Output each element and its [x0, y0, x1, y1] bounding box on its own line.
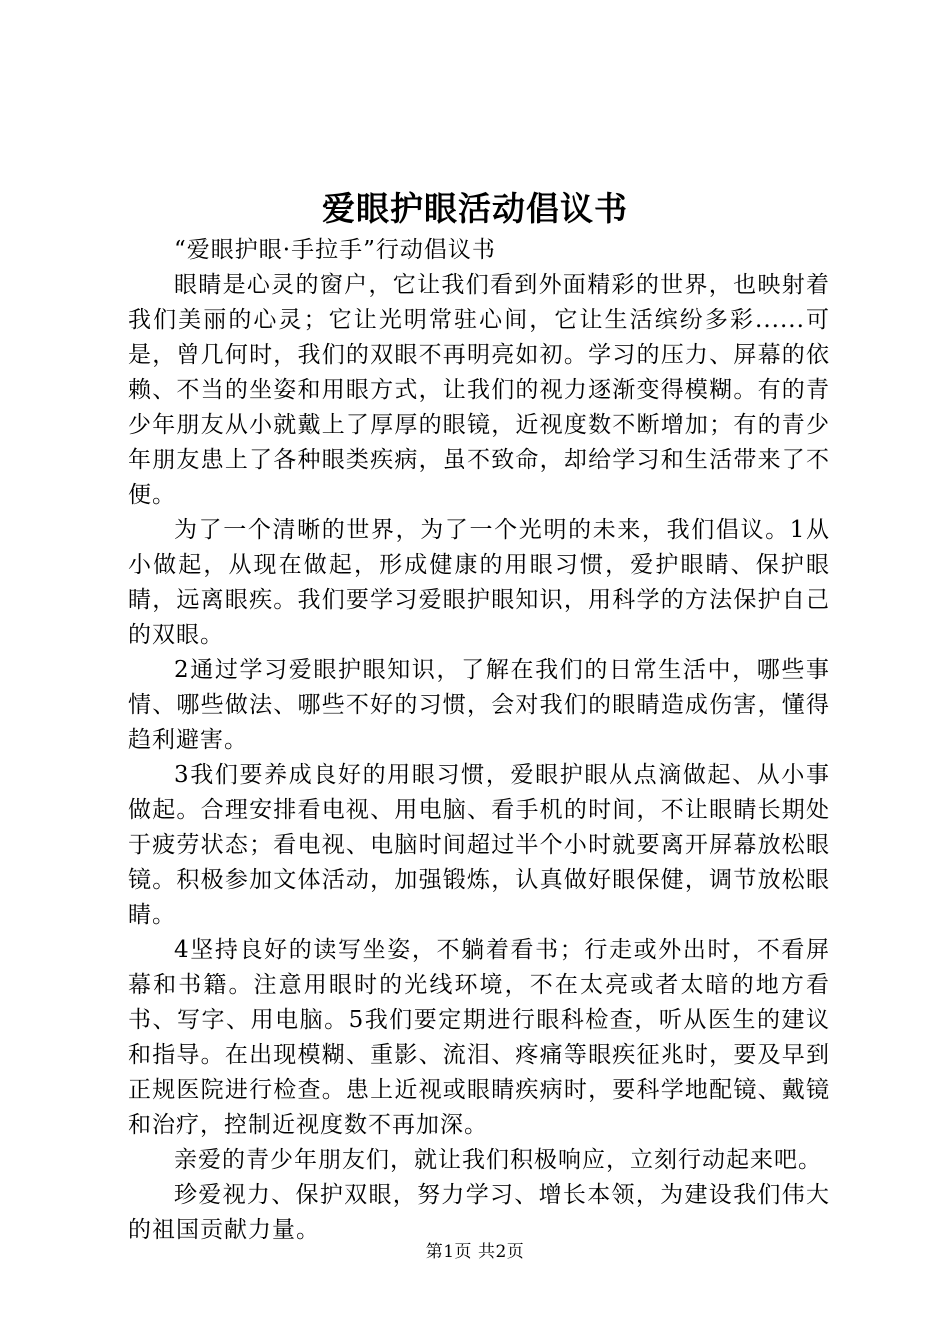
paragraph-6: 亲爱的青少年朋友们，就让我们积极响应，立刻行动起来吧。 [174, 1147, 822, 1173]
paragraph-4: 3我们要养成良好的用眼习惯，爱眼护眼从点滴做起、从小事做起。合理安排看电视、用电脑、看手机的时间，不让眼睛长期处于疲劳状态；看电视、电脑时间超过半个小时就要离开屏幕放松眼镜。积极参加文体活动，加强锻炼，认真做好眼保健，调节放松眼睛。 [128, 762, 830, 928]
paragraph-1: 眼睛是心灵的窗户，它让我们看到外面精彩的世界，也映射着我们美丽的心灵；它让光明常驻心间，它让生活缤纷多彩......可是，曾几何时，我们的双眼不再明亮如初。学习的压力、屏幕的依赖、不当的坐姿和用眼方式，让我们的视力逐渐变得模糊。有的青少年朋友从小就戴上了厚厚的眼镜，近视度数不断增加；有的青少年朋友患上了各种眼类疾病，虽不致命，却给学习和生活带来了不便。 [128, 272, 830, 508]
document-title: 爱眼护眼活动倡议书 [322, 189, 628, 228]
paragraph-7: 珍爱视力、保护双眼，努力学习、增长本领，为建设我们伟大的祖国贡献力量。 [128, 1182, 830, 1243]
document-subtitle: “爱眼护眼·手拉手”行动倡议书 [174, 237, 496, 263]
document-body [128, 233, 830, 1248]
paragraph-2: 为了一个清晰的世界，为了一个光明的未来，我们倡议。1从小做起，从现在做起，形成健康的用眼习惯，爱护眼睛、保护眼睛，远离眼疾。我们要学习爱眼护眼知识，用科学的方法保护自己的双眼。 [128, 517, 830, 648]
page-number-footer: 第1页 共2页 [425, 1242, 525, 1262]
paragraph-3: 2通过学习爱眼护眼知识，了解在我们的日常生活中，哪些事情、哪些做法、哪些不好的习惯，会对我们的眼睛造成伤害，懂得趋利避害。 [128, 657, 830, 753]
paragraph-5: 4坚持良好的读写坐姿，不躺着看书；行走或外出时，不看屏幕和书籍。注意用眼时的光线环境，不在太亮或者太暗的地方看书、写字、用电脑。5我们要定期进行眼科检查，听从医生的建议和指导。在出现模糊、重影、流泪、疼痛等眼疾征兆时，要及早到正规医院进行检查。患上近视或眼睛疾病时，要科学地配镜、戴镜和治疗，控制近视度数不再加深。 [128, 937, 830, 1138]
